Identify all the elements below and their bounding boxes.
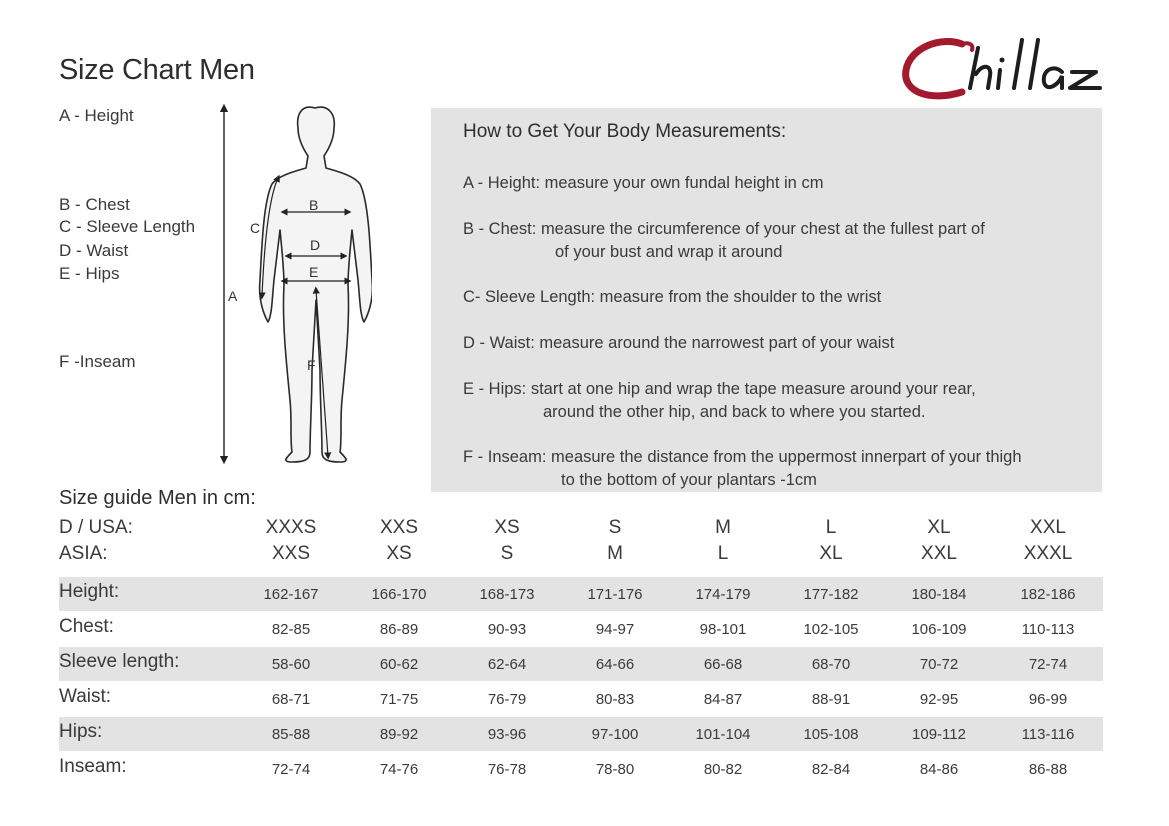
size-header-cell: M xyxy=(607,543,623,564)
table-cell: 92-95 xyxy=(919,691,959,708)
table-cell: 78-80 xyxy=(595,761,635,778)
figure-label-a: A xyxy=(228,288,238,304)
instruction-inseam: F - Inseam: measure the distance from the uppermost innerpart of your thigh xyxy=(463,448,1022,466)
table-cell: 74-76 xyxy=(379,761,419,778)
table-cell: 84-87 xyxy=(703,691,743,708)
figure-label-c: C xyxy=(250,220,261,236)
table-row xyxy=(59,647,1103,681)
table-cell: 66-68 xyxy=(703,656,743,673)
legend-sleeve-length: C - Sleeve Length xyxy=(59,217,196,236)
table-cell: 171-176 xyxy=(587,586,643,603)
page-title: Size Chart Men xyxy=(59,54,255,86)
size-header-cell: XXS xyxy=(379,517,419,538)
figure-label-b: B xyxy=(309,197,319,213)
size-header-cell: XXL xyxy=(1030,517,1066,538)
legend-height: A - Height xyxy=(59,106,134,125)
table-cell: 76-79 xyxy=(487,691,527,708)
table-cell: 98-101 xyxy=(699,621,747,638)
table-cell: 89-92 xyxy=(379,726,419,743)
size-header-cell: L xyxy=(717,543,729,564)
table-cell: 76-78 xyxy=(487,761,527,778)
instruction-chest: B - Chest: measure the circumference of your chest at the fullest part of xyxy=(463,220,985,238)
table-cell: 174-179 xyxy=(695,586,751,603)
table-cell: 113-116 xyxy=(1021,726,1075,743)
table-cell: 162-167 xyxy=(263,586,319,603)
table-cell: 166-170 xyxy=(371,586,427,603)
table-cell: 110-113 xyxy=(1021,621,1075,638)
table-cell: 80-83 xyxy=(595,691,635,708)
table-cell: 106-109 xyxy=(911,621,967,638)
table-cell: 58-60 xyxy=(271,656,311,673)
table-cell: 93-96 xyxy=(487,726,527,743)
instruction-inseam-cont: to the bottom of your plantars -1cm xyxy=(561,471,817,489)
instruction-chest-cont: of your bust and wrap it around xyxy=(555,243,783,261)
size-system-label-us: D / USA: xyxy=(59,517,133,538)
table-cell: 68-71 xyxy=(271,691,311,708)
size-header-cell: XXXL xyxy=(1023,543,1073,564)
size-header-cell: XXL xyxy=(921,543,957,564)
row-label: Waist: xyxy=(59,686,112,707)
table-cell: 84-86 xyxy=(919,761,959,778)
table-row xyxy=(59,612,1103,646)
instruction-hips-cont: around the other hip, and back to where you started. xyxy=(543,403,926,421)
instructions-title: How to Get Your Body Measurements: xyxy=(463,121,787,142)
body-measurement-figure xyxy=(212,100,372,480)
table-cell: 88-91 xyxy=(811,691,851,708)
table-cell: 96-99 xyxy=(1028,691,1068,708)
legend-hips: E - Hips xyxy=(59,264,120,283)
legend-chest: B - Chest xyxy=(59,195,130,214)
table-cell: 64-66 xyxy=(595,656,635,673)
table-row xyxy=(59,717,1103,751)
figure-label-d: D xyxy=(310,237,321,253)
table-cell: 82-84 xyxy=(811,761,851,778)
size-header-cell: S xyxy=(500,543,514,564)
row-label: Sleeve length: xyxy=(59,651,180,672)
size-header-cell: S xyxy=(608,517,622,538)
table-row xyxy=(59,752,1103,786)
legend-inseam: F -Inseam xyxy=(59,352,136,371)
instruction-waist: D - Waist: measure around the narrowest part of your waist xyxy=(463,334,895,352)
row-label: Height: xyxy=(59,581,120,602)
size-header-cell: XXS xyxy=(271,543,311,564)
table-cell: 101-104 xyxy=(695,726,751,743)
table-cell: 68-70 xyxy=(811,656,851,673)
table-cell: 94-97 xyxy=(595,621,635,638)
size-header-cell: M xyxy=(715,517,731,538)
table-cell: 182-186 xyxy=(1020,586,1076,603)
size-guide-title: Size guide Men in cm: xyxy=(59,487,256,509)
table-cell: 70-72 xyxy=(919,656,959,673)
size-header-cell: XL xyxy=(819,543,843,564)
figure-label-e: E xyxy=(309,264,319,280)
table-cell: 168-173 xyxy=(479,586,535,603)
table-cell: 177-182 xyxy=(803,586,859,603)
table-cell: 105-108 xyxy=(803,726,859,743)
table-cell: 62-64 xyxy=(487,656,527,673)
size-header-cell: XS xyxy=(494,517,520,538)
table-cell: 102-105 xyxy=(803,621,859,638)
table-cell: 85-88 xyxy=(271,726,311,743)
table-row xyxy=(59,577,1103,611)
table-cell: 60-62 xyxy=(379,656,419,673)
size-header-cell: XS xyxy=(386,543,412,564)
table-row xyxy=(59,682,1103,716)
size-system-label-asia: ASIA: xyxy=(59,543,108,564)
figure-label-f: F xyxy=(307,357,316,373)
table-cell: 71-75 xyxy=(379,691,419,708)
size-header-cell: XXXS xyxy=(265,517,317,538)
measurement-instructions-panel xyxy=(431,108,1102,492)
row-label: Inseam: xyxy=(59,756,127,777)
table-cell: 72-74 xyxy=(271,761,311,778)
instruction-sleeve-length: C- Sleeve Length: measure from the shoulder to the wrist xyxy=(463,288,882,306)
chillaz-logo xyxy=(900,30,1110,110)
table-cell: 97-100 xyxy=(591,726,639,743)
table-cell: 180-184 xyxy=(911,586,967,603)
table-cell: 80-82 xyxy=(703,761,743,778)
table-cell: 72-74 xyxy=(1028,656,1068,673)
table-cell: 86-88 xyxy=(1028,761,1068,778)
instruction-height: A - Height: measure your own fundal height in cm xyxy=(463,174,824,192)
size-header-cell: XL xyxy=(927,517,951,538)
table-cell: 90-93 xyxy=(487,621,527,638)
table-cell: 109-112 xyxy=(912,726,966,743)
instruction-hips: E - Hips: start at one hip and wrap the tape measure around your rear, xyxy=(463,380,976,398)
row-label: Chest: xyxy=(59,616,114,637)
size-header-cell: L xyxy=(825,517,837,538)
table-cell: 86-89 xyxy=(379,621,419,638)
row-label: Hips: xyxy=(59,721,103,742)
table-cell: 82-85 xyxy=(271,621,311,638)
legend-waist: D - Waist xyxy=(59,241,129,260)
